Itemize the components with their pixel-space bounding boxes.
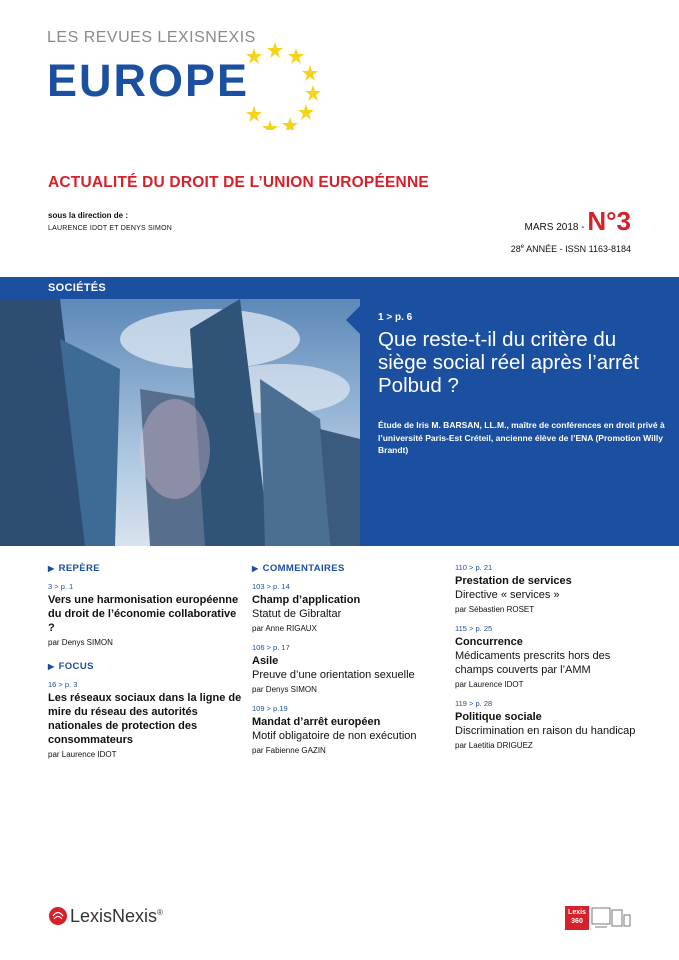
list-item[interactable]: 16 > p. 3 Les réseaux sociaux dans la ligne de mire du réseau des autorités nationales de protection des consommateurs par Laurence IDOT (48, 680, 242, 759)
issue-date: MARS 2018 - (524, 222, 588, 233)
feature-ref: 1 > p. 6 (378, 312, 413, 323)
issue-number: N°3 (587, 206, 631, 236)
issue-year-issn (511, 244, 631, 254)
subtitle: ACTUALITÉ DU DROIT DE L’UNION EUROPÉENNE (48, 174, 429, 191)
list-item[interactable]: 103 > p. 14 Champ d’application Statut de Gibraltar par Anne RIGAUX (252, 582, 361, 633)
direction-names: LAURENCE IDOT ET DENYS SIMON (48, 225, 172, 232)
collection-label: LES REVUES LEXISNEXIS (47, 29, 256, 46)
commentaires-heading: ▶ COMMENTAIRES (252, 563, 345, 574)
section-label: SOCIÉTÉS (48, 282, 107, 294)
triangle-icon: ▶ (48, 662, 55, 671)
list-item[interactable]: 106 > p. 17 Asile Preuve d’une orientation sexuelle par Denys SIMON (252, 643, 415, 694)
column-right (455, 563, 650, 760)
list-item[interactable]: 109 > p.19 Mandat d’arrêt européen Motif obligatoire de non exécution par Fabienne GAZIN (252, 704, 417, 755)
eu-stars-logo (230, 40, 320, 130)
lexis360-badge: Lexis 360 (565, 906, 589, 930)
issue-info (525, 206, 631, 237)
lexisnexis-brand: LexisNexis® (70, 906, 163, 926)
triangle-icon: ▶ (48, 564, 55, 573)
column-reperes-focus (48, 563, 243, 769)
feature-notch (346, 306, 360, 334)
year-rest: ANNÉE - ISSN 1163-8184 (524, 244, 631, 254)
list-item[interactable]: 3 > p. 1 Vers une harmonisation européenne du droit de l’économie collaborative ? par Denys SIMON (48, 582, 239, 647)
reperes-heading: ▶ REPÈRE (48, 563, 101, 574)
column-commentaires (252, 563, 447, 765)
direction-label: sous la direction de : (48, 211, 129, 220)
devices-icon (591, 906, 631, 932)
list-item[interactable]: 110 > p. 21 Prestation de services Directive « services » par Sébastien ROSET (455, 563, 572, 614)
year-number: 28 (510, 244, 521, 254)
focus-heading: ▶ FOCUS (48, 661, 94, 672)
year-sup: e (520, 244, 525, 250)
triangle-icon: ▶ (252, 564, 259, 573)
lexisnexis-logo-icon (48, 906, 68, 926)
list-item[interactable]: 115 > p. 25 Concurrence Médicaments prescrits hors des champs couverts par l’AMM par Laurence IDOT (455, 624, 611, 689)
feature-author: Étude de Iris M. BARSAN, LL.M., maître de conférences en droit privé à l’université Paris-Est Créteil, ancienne élève de l’ENA (Promotion Willy Brandt) (378, 420, 665, 455)
cover-photo-skyscrapers (0, 299, 360, 546)
review-title: EUROPE (47, 55, 250, 106)
feature-title[interactable]: Que reste-t-il du critère du siège social réel après l’arrêt Polbud ? (378, 328, 639, 397)
list-item[interactable]: 119 > p. 28 Politique sociale Discrimination en raison du handicap par Laetitia DRIGUEZ (455, 699, 636, 750)
